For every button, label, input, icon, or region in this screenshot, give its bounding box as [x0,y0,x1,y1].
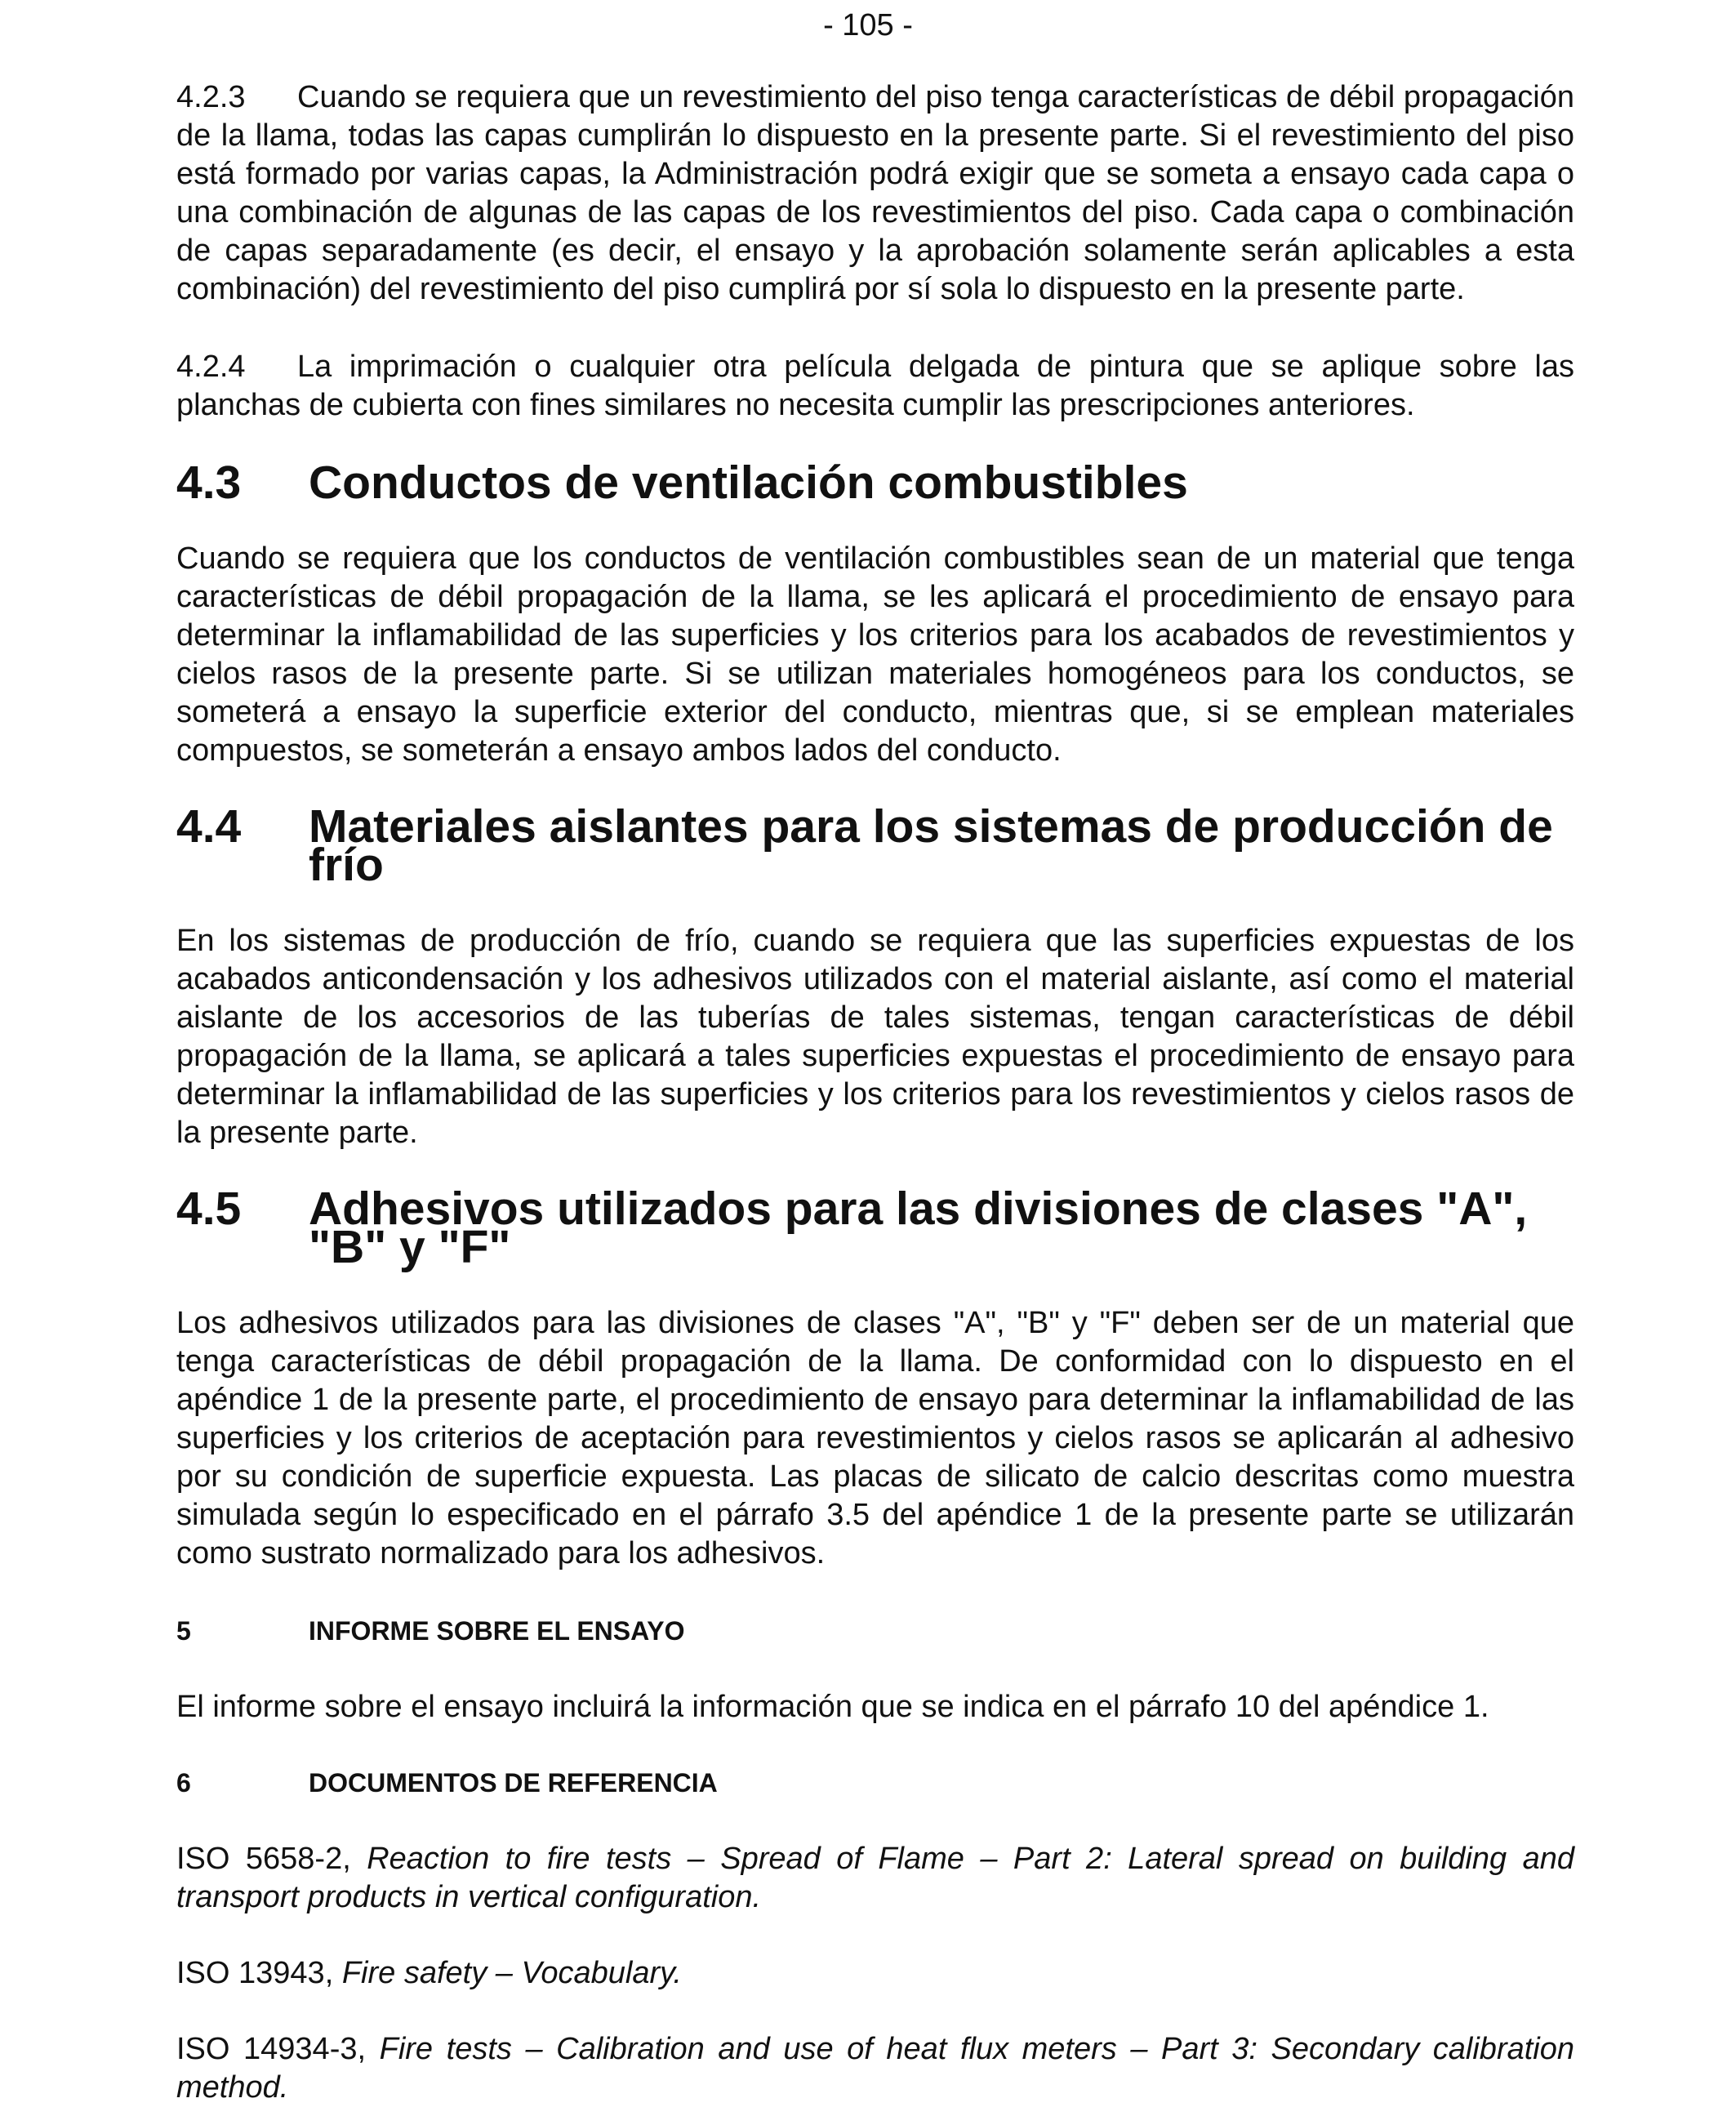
section-heading-4-3 [176,457,1574,509]
section-title: Materiales aislantes para los sistemas de producción de frío [309,800,1553,891]
reference-code: ISO 14934-3, [176,2032,367,2066]
section-title: Conductos de ventilación combustibles [309,457,1188,509]
reference-title: Reaction to fire tests – Spread of Flame – Part 2: Lateral spread on building and transport products in vertical configuration. [176,1842,1574,1914]
section-heading-4-5 [176,1183,1574,1273]
section-title: DOCUMENTOS DE REFERENCIA [309,1768,718,1798]
paragraph-text: La imprimación o cualquier otra película delgada de pintura que se aplique sobre las planchas de cubierta con fines similares no necesita cumplir las prescripciones anteriores. [176,350,1574,422]
page-number: - 105 - [823,8,913,42]
paragraph-4-5: Los adhesivos utilizados para las divisiones de clases "A", "B" y "F" deben ser de un material que tenga características de débil propagación de la llama. De conformidad con lo dispuesto en el apéndice 1 de la presente parte, el procedimiento de ensayo para determinar la inflamabilidad de las superficies y los criterios de aceptación para revestimientos y cielos rasos se aplicarán al adhesivo por su condición de superficie expuesta. Las placas de silicato de calcio descritas como muestra simulada según lo especificado en el párrafo 3.5 del apéndice 1 de la presente parte se utilizarán como sustrato normalizado para los adhesivos. [176,1306,1574,1570]
section-title: INFORME SOBRE EL ENSAYO [309,1616,685,1646]
section-heading-4-4 [176,800,1574,891]
section-number: 4.5 [176,1183,242,1235]
section-heading-5 [176,1612,1574,1651]
section-number: 4.3 [176,457,242,509]
section-number: 4.4 [176,800,242,853]
reference-iso-14934-3 [176,2030,1574,2107]
reference-title: Fire safety – Vocabulary. [341,1956,682,1990]
reference-code: ISO 5658-2, [176,1842,351,1876]
section-number: 5 [176,1616,191,1646]
clause-number: 4.2.4 [176,350,246,384]
document-body [176,78,1574,2107]
section-heading-6 [176,1764,1574,1802]
paragraph-4-3: Cuando se requiera que los conductos de ventilación combustibles sean de un material que tenga características de débil propagación de la llama, se les aplicará el procedimiento de ensayo para determinar la inflamabilidad de las superficies y los criterios para los acabados de revestimientos y cielos rasos de la presente parte. Si se utilizan materiales homogéneos para los conductos, se someterá a ensayo la superficie exterior del conducto, mientras que, si se emplean materiales compuestos, se someterán a ensayo ambos lados del conducto. [176,541,1574,768]
paragraph-5: El informe sobre el ensayo incluirá la información que se indica en el párrafo 10 del apéndice 1. [176,1690,1489,1724]
paragraph-text: Cuando se requiera que un revestimiento del piso tenga características de débil propagación de la llama, todas las capas cumplirán lo dispuesto en la presente parte. Si el revestimiento del piso está formado por varias capas, la Administración podrá exigir que se someta a ensayo cada capa o una combinación de algunas de las capas de los revestimientos del piso. Cada capa o combinación de capas separadamente (es decir, el ensayo y la aprobación solamente serán aplicables a esta combinación) del revestimiento del piso cumplirá por sí sola lo dispuesto en la presente parte. [176,80,1574,306]
paragraph-4-2-3 [176,78,1574,309]
paragraph-4-2-4 [176,348,1574,425]
reference-iso-5658-2 [176,1840,1574,1917]
reference-title: Fire tests – Calibration and use of heat flux meters – Part 3: Secondary calibration method. [176,2032,1574,2105]
section-number: 6 [176,1768,191,1798]
reference-iso-13943 [176,1954,1574,1993]
section-title: Adhesivos utilizados para las divisiones de clases "A", "B" y "F" [309,1183,1528,1273]
clause-number: 4.2.3 [176,80,246,114]
reference-code: ISO 13943, [176,1956,334,1990]
paragraph-4-4: En los sistemas de producción de frío, cuando se requiera que las superficies expuestas de los acabados anticondensación y los adhesivos utilizados con el material aislante, así como el material aislante de los accesorios de las tuberías de tales sistemas, tengan características de débil propagación de la llama, se aplicará a tales superficies expuestas el procedimiento de ensayo para determinar la inflamabilidad de las superficies y los criterios para los revestimientos y cielos rasos de la presente parte. [176,924,1574,1150]
